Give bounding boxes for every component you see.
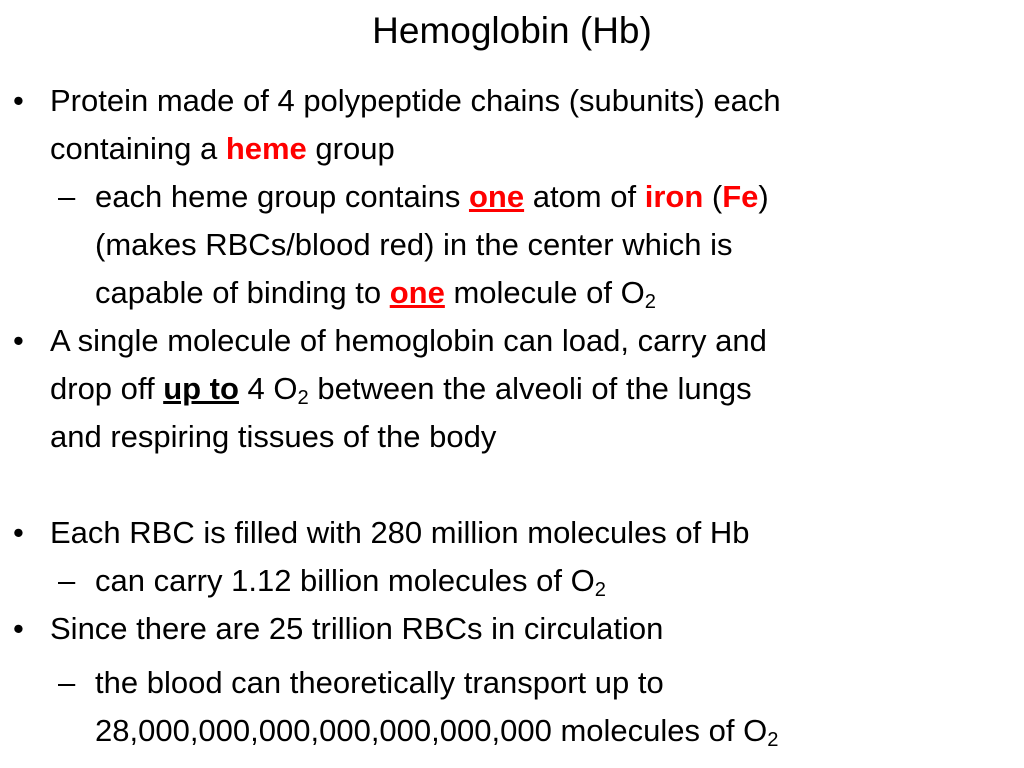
bullet-1-line-1: Protein made of 4 polypeptide chains (subunits) each <box>50 83 781 118</box>
subscript: 2 <box>594 579 606 602</box>
subscript: 2 <box>297 387 309 410</box>
text: can carry 1.12 billion molecules of O <box>95 563 595 598</box>
text: drop off <box>50 371 164 406</box>
bullet-marker: • <box>13 83 24 118</box>
text: 4 O <box>238 371 298 406</box>
bullet-1-line-2 <box>50 129 395 169</box>
text: atom of <box>524 179 645 214</box>
bullet-2-line-1: A single molecule of hemoglobin can load, carry and <box>50 323 767 358</box>
bullet-2-line-2 <box>50 369 752 409</box>
subscript: 2 <box>767 729 779 752</box>
text: ) <box>758 179 769 214</box>
text: between the alveoli of the lungs <box>308 371 752 406</box>
text: each heme group contains <box>95 179 469 214</box>
highlight-fe: Fe <box>722 179 759 214</box>
emphasis-up-to: up to <box>163 371 239 406</box>
bullet-2-line-3: and respiring tissues of the body <box>50 419 497 454</box>
sub-bullet-3-line-1 <box>95 561 606 601</box>
text: ( <box>703 179 723 214</box>
bullet-marker: • <box>13 323 24 358</box>
highlight-one: one <box>468 179 525 214</box>
text: molecule of O <box>444 275 645 310</box>
bullet-marker: • <box>13 515 24 550</box>
bullet-4-line-1: Since there are 25 trillion RBCs in circulation <box>50 611 664 646</box>
highlight-heme: heme <box>225 131 307 166</box>
sub-bullet-4-line-1: the blood can theoretically transport up to <box>95 665 664 700</box>
sub-bullet-1-line-1 <box>95 177 769 217</box>
bullet-marker: • <box>13 611 24 646</box>
sub-bullet-1-line-2: (makes RBCs/blood red) in the center which is <box>95 227 733 262</box>
text: containing a <box>50 131 226 166</box>
bullet-3-line-1: Each RBC is filled with 280 million molecules of Hb <box>50 515 750 550</box>
sub-bullet-4-line-2 <box>95 711 778 751</box>
text: capable of binding to <box>95 275 390 310</box>
sub-bullet-1-line-3 <box>95 273 656 313</box>
slide-title: Hemoglobin (Hb) <box>372 10 652 51</box>
text: group <box>306 131 395 166</box>
sub-bullet-marker: – <box>58 665 76 700</box>
highlight-one: one <box>389 275 445 310</box>
highlight-iron: iron <box>644 179 704 214</box>
sub-bullet-marker: – <box>58 563 76 598</box>
subscript: 2 <box>644 291 656 314</box>
text: 28,000,000,000,000,000,000,000 molecules of O <box>95 713 768 748</box>
sub-bullet-marker: – <box>58 179 76 214</box>
